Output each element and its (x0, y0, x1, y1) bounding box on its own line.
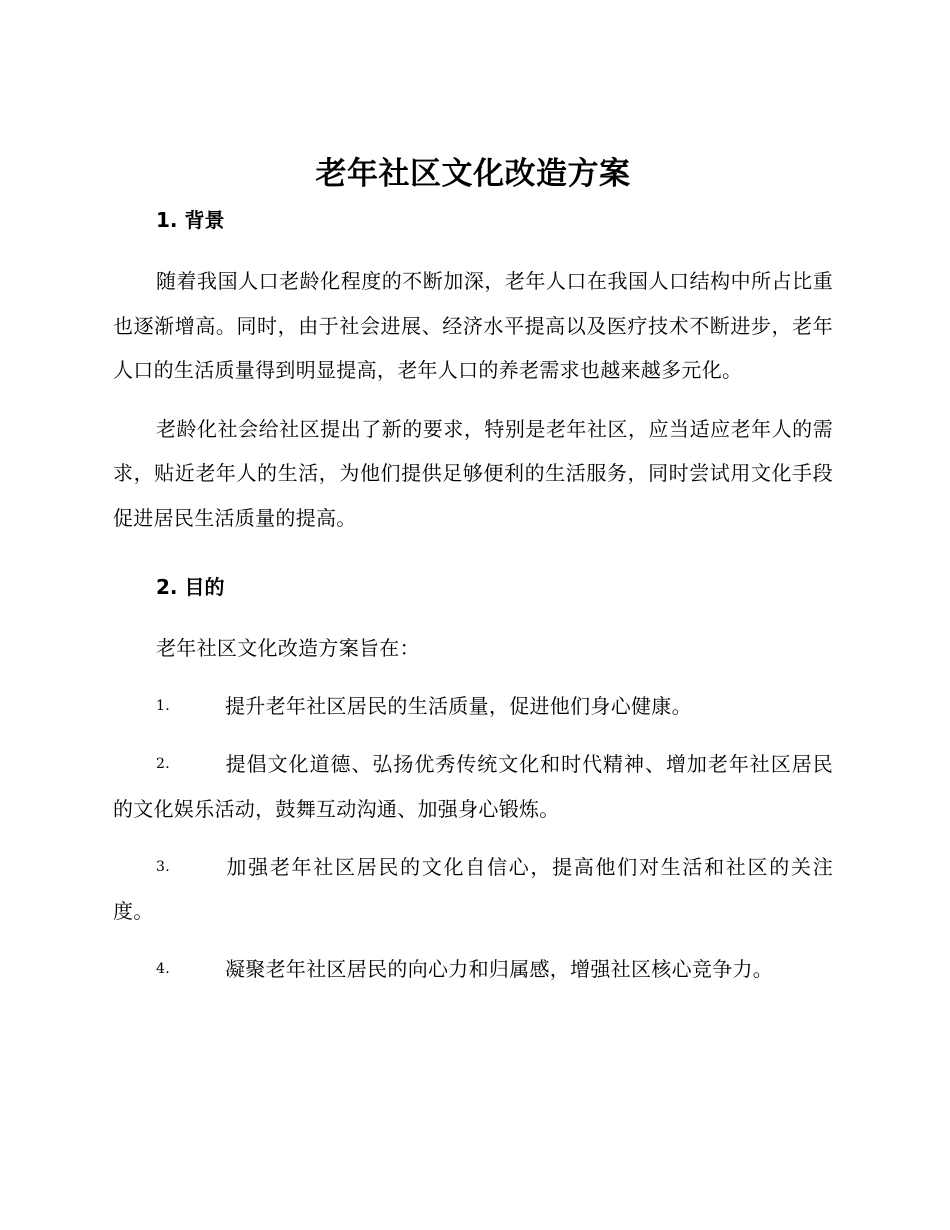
list-item-number: 4. (156, 961, 170, 977)
list-item-text: 加强老年社区居民的文化自信心，提高他们对生活和社区的关注度。 (113, 854, 833, 923)
list-item-text: 凝聚老年社区居民的向心力和归属感，增强社区核心竞争力。 (225, 957, 774, 981)
list-item-text: 提升老年社区居民的生活质量，促进他们身心健康。 (225, 694, 692, 718)
background-paragraph-2: 老龄化社会给社区提出了新的要求，特别是老年社区，应当适应老年人的需求，贴近老年人的生活，为他们提供足够便利的生活服务，同时尝试用文化手段促进居民生活质量的提高。 (113, 416, 833, 530)
list-item-number: 3. (156, 858, 170, 875)
list-item-number: 1. (156, 698, 170, 714)
document-body (113, 147, 833, 992)
section-heading-background: 1. 背景 (156, 208, 225, 232)
purpose-list-item (113, 845, 833, 934)
purpose-list-item (113, 684, 833, 729)
section-heading-purpose: 2. 目的 (156, 575, 225, 599)
document-title: 老年社区文化改造方案 (315, 156, 631, 192)
purpose-list-item (113, 742, 833, 831)
purpose-list (113, 684, 833, 992)
list-item-text: 提倡文化道德、弘扬优秀传统文化和时代精神、增加老年社区居民的文化娱乐活动，鼓舞互动沟通、加强身心锻炼。 (113, 752, 833, 821)
purpose-list-item (113, 947, 833, 992)
purpose-intro: 老年社区文化改造方案旨在： (156, 636, 420, 660)
background-paragraph-1: 随着我国人口老龄化程度的不断加深，老年人口在我国人口结构中所占比重也逐渐增高。同时，由于社会进展、经济水平提高以及医疗技术不断进步，老年人口的生活质量得到明显提高，老年人口的养老需求也越来越多元化。 (113, 269, 833, 382)
list-item-number: 2. (156, 756, 170, 772)
